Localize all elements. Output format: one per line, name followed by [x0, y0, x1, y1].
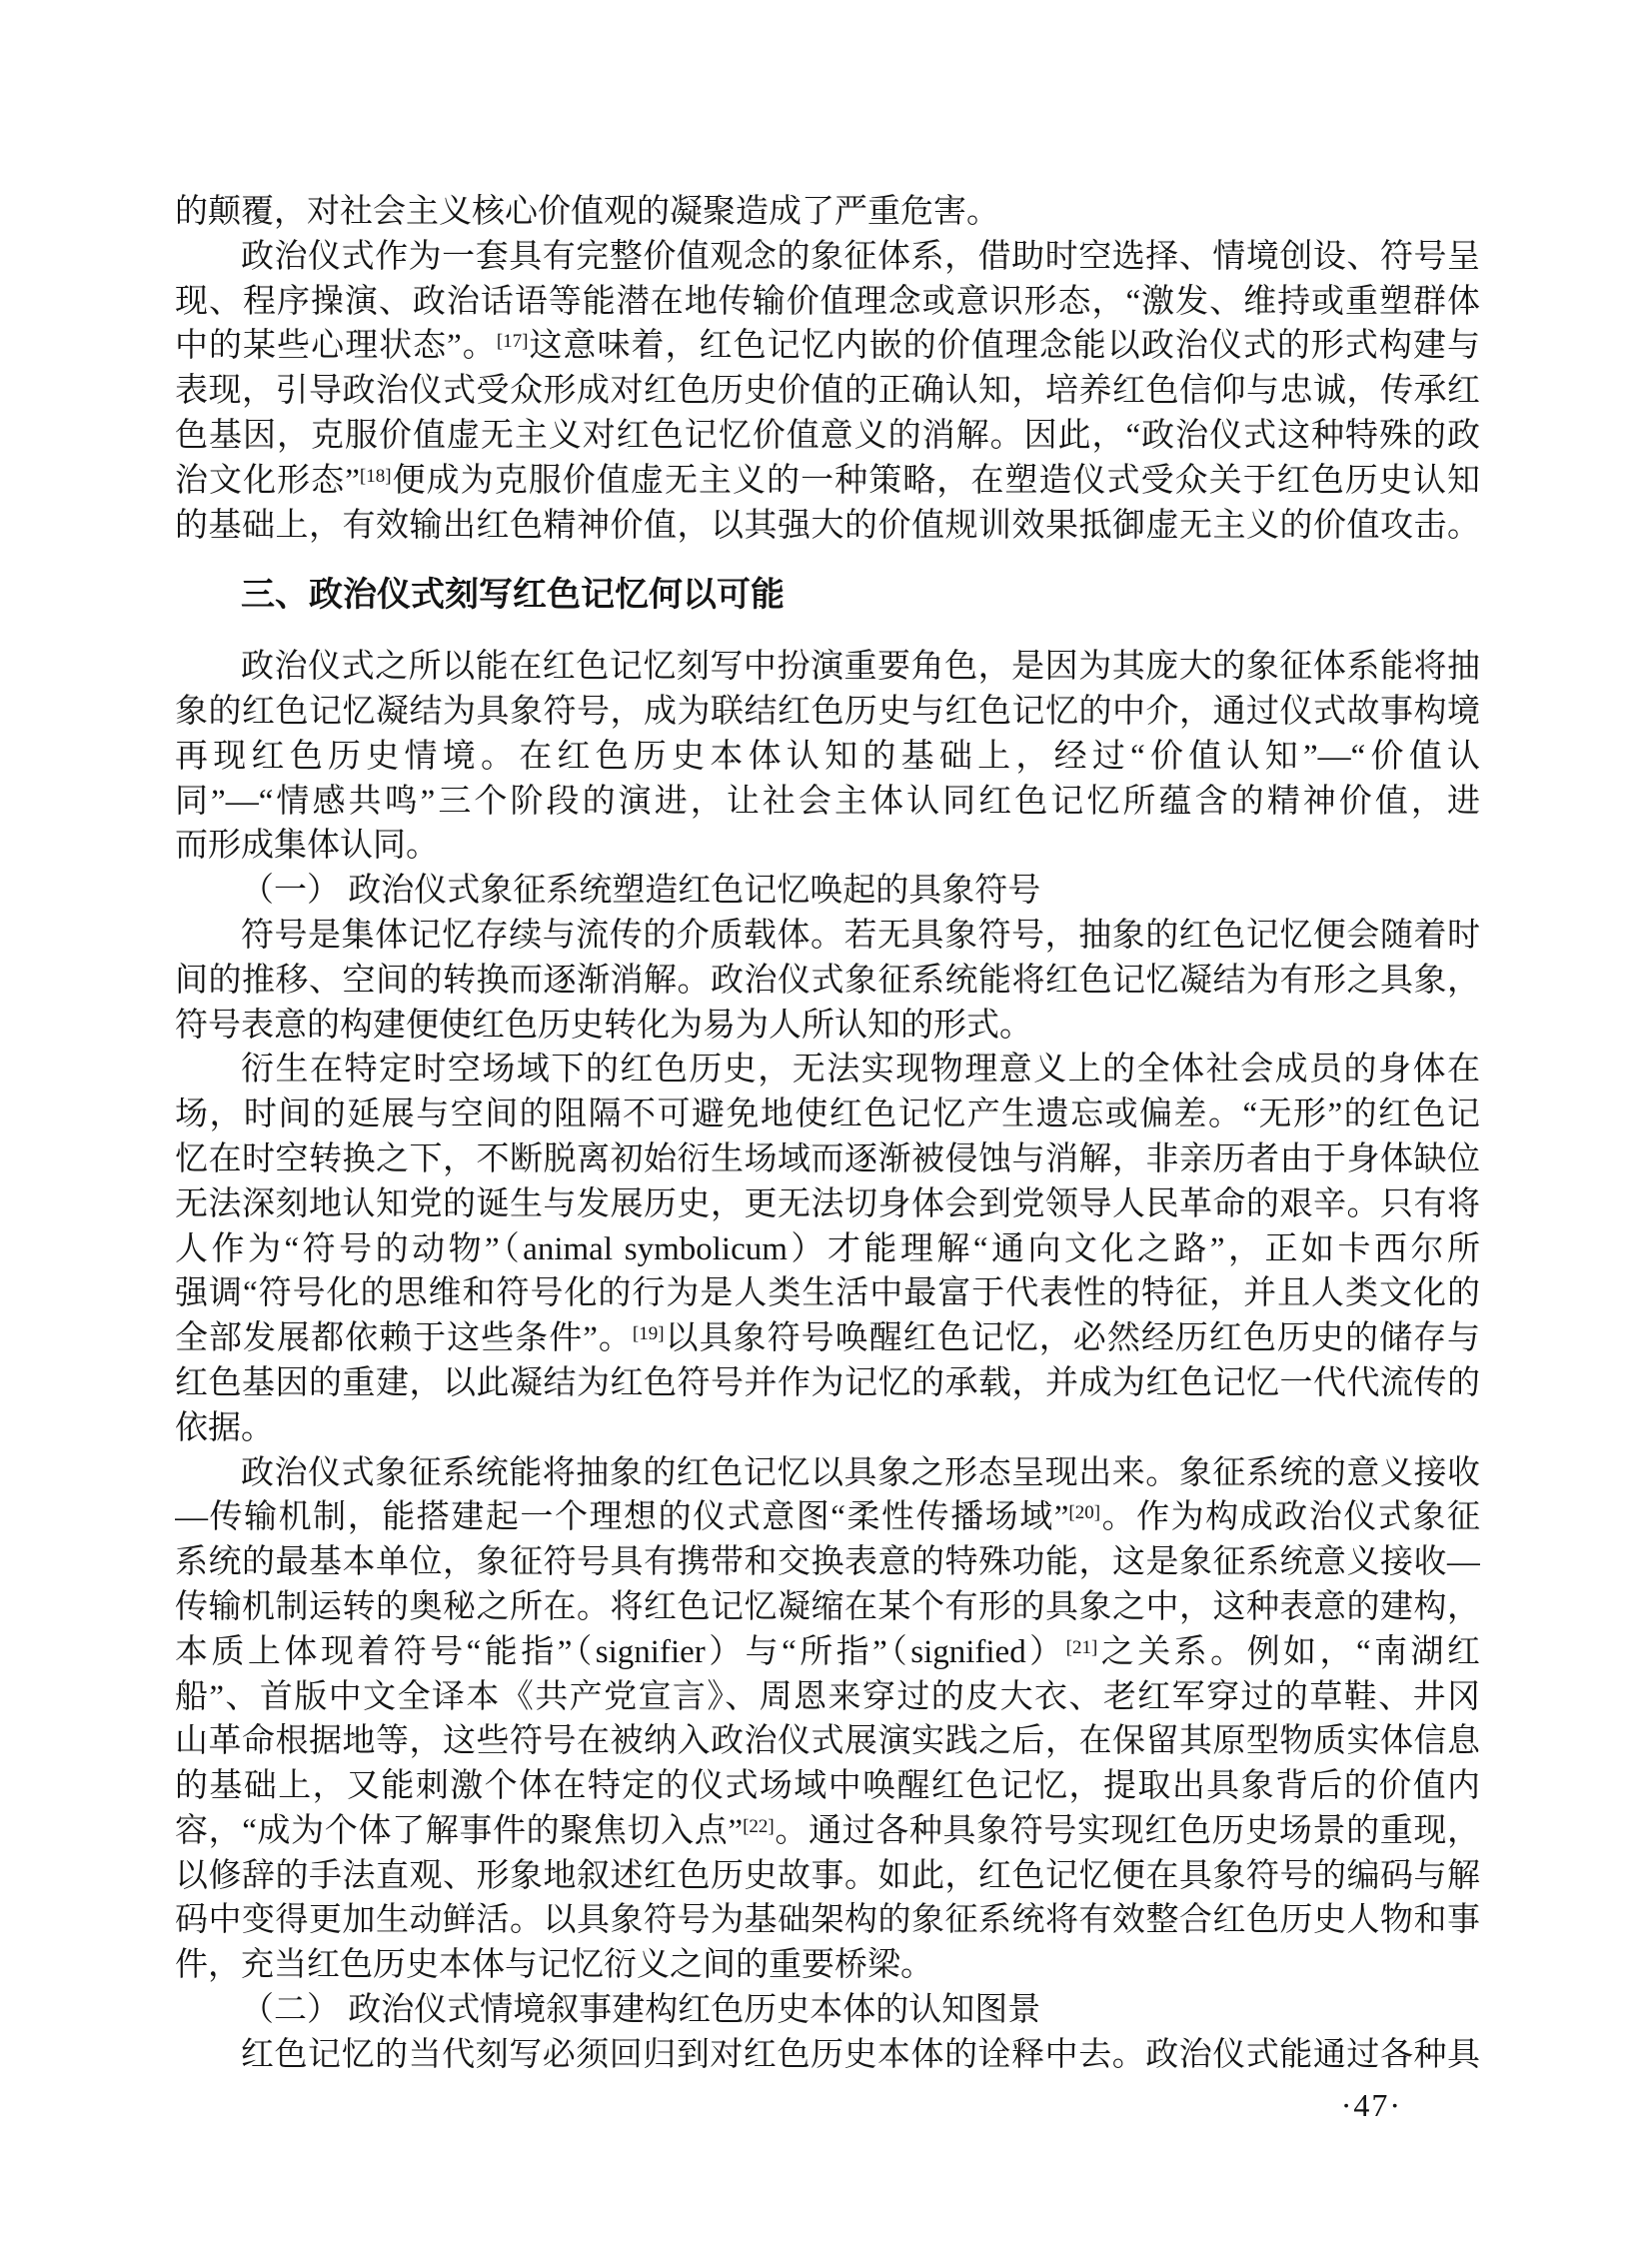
text-line: 忆在时空转换之下，不断脱离初始衍生场域而逐渐被侵蚀与消解，非亲历者由于身体缺位 — [175, 1140, 1480, 1177]
text-line: 的颠覆，对社会主义核心价值观的凝聚造成了严重危害。 — [175, 194, 999, 230]
page-number: ·47· — [1340, 2086, 1402, 2123]
reference-superscript: [19] — [632, 1323, 665, 1345]
text-segment: 。作为构成政治仪式象征 — [1100, 1499, 1480, 1536]
text-line: 再现红色历史情境。在红色历史本体认知的基础上，经过“价值认知”—“价值认 — [175, 738, 1480, 775]
text-line: 码中变得更加生动鲜活。以具象符号为基础架构的象征系统将有效整合红色历史人物和事 — [175, 1902, 1480, 1939]
text-segment: 之关系。例如，“南湖红 — [1097, 1633, 1480, 1670]
text-line: 现、程序操演、政治话语等能潜在地传输价值理念或意识形态，“激发、维持或重塑群体 — [175, 283, 1480, 320]
text-line — [175, 1495, 1480, 1540]
text-line: 红色记忆的当代刻写必须回归到对红色历史本体的诠释中去。政治仪式能通过各种具 — [241, 2036, 1480, 2073]
text-segment: 。通过各种具象符号实现红色历史场景的重现， — [774, 1812, 1480, 1849]
text-line: 符号表意的构建便使红色历史转化为易为人所认知的形式。 — [175, 1007, 1032, 1044]
page-body — [175, 190, 1480, 2078]
subsection-heading: （二） 政治仪式情境叙事建构红色历史本体的认知图景 — [241, 1992, 1041, 2029]
text-line: 象的红色记忆凝结为具象符号，成为联结红色历史与红色记忆的中介，通过仪式故事构境 — [175, 693, 1480, 730]
text-segment: 全部发展都依赖于这些条件”。 — [175, 1320, 633, 1357]
text-line — [175, 324, 1480, 369]
text-line: 山革命根据地等，这些符号在被纳入政治仪式展演实践之后，在保留其原型物质实体信息 — [175, 1723, 1480, 1760]
text-line: 同”—“情感共鸣”三个阶段的演进，让社会主体认同红色记忆所蕴含的精神价值，进 — [175, 783, 1480, 820]
text-segment: 以具象符号唤醒红色记忆，必然经历红色历史的储存与 — [664, 1320, 1480, 1357]
text-line: 政治仪式作为一套具有完整价值观念的象征体系，借助时空选择、情境创设、符号呈 — [241, 238, 1480, 275]
text-line: 的基础上，有效输出红色精神价值，以其强大的价值规训效果抵御虚无主义的价值攻击。 — [175, 507, 1480, 544]
text-segment: 治文化形态” — [175, 462, 360, 499]
text-line: 场，时间的延展与空间的阻隔不可避免地使红色记忆产生遗忘或偏差。“无形”的红色记 — [175, 1097, 1480, 1133]
reference-superscript: [21] — [1065, 1636, 1098, 1658]
subsection-heading: （一） 政治仪式象征系统塑造红色记忆唤起的具象符号 — [241, 873, 1041, 910]
text-line: 依据。 — [175, 1409, 274, 1446]
reference-superscript: [17] — [496, 331, 529, 353]
text-line: 件，充当红色历史本体与记忆衍义之间的重要桥梁。 — [175, 1947, 933, 1984]
reference-superscript: [20] — [1068, 1502, 1101, 1524]
text-line: 无法深刻地认知党的诞生与发展历史，更无法切身体会到党领导人民革命的艰辛。只有将 — [175, 1185, 1480, 1222]
page-content — [175, 190, 1480, 2127]
text-line — [175, 1316, 1480, 1361]
text-segment: —传输机制，能搭建起一个理想的仪式意图“柔性传播场域” — [175, 1499, 1069, 1536]
text-line: 强调“符号化的思维和符号化的行为是人类生活中最富于代表性的特征，并且人类文化的 — [175, 1275, 1480, 1312]
text-line: 船”、首版中文全译本《共产党宣言》、周恩来穿过的皮大衣、老红军穿过的草鞋、井冈 — [175, 1678, 1480, 1715]
text-segment: 容，“成为个体了解事件的聚焦切入点” — [175, 1812, 744, 1849]
text-line: 人作为“符号的动物”（animal symbolicum）才能理解“通向文化之路”，正如卡西尔所 — [175, 1230, 1480, 1267]
text-line: 政治仪式之所以能在红色记忆刻写中扮演重要角色，是因为其庞大的象征体系能将抽 — [241, 649, 1480, 686]
text-line: 红色基因的重建，以此凝结为红色符号并作为记忆的承载，并成为红色记忆一代代流传的 — [175, 1364, 1480, 1401]
text-line: 符号是集体记忆存续与流传的介质载体。若无具象符号，抽象的红色记忆便会随着时 — [241, 917, 1480, 954]
text-line: 传输机制运转的奥秘之所在。将红色记忆凝缩在某个有形的具象之中，这种表意的建构， — [175, 1588, 1480, 1625]
text-line — [175, 459, 1480, 504]
text-line: 表现，引导政治仪式受众形成对红色历史价值的正确认知，培养红色信仰与忠诚，传承红 — [175, 373, 1480, 410]
text-segment: 本质上体现着符号“能指”（signifier）与“所指”（signified） — [175, 1633, 1066, 1670]
text-segment: 中的某些心理状态”。 — [175, 328, 497, 365]
text-line — [175, 1630, 1480, 1675]
text-line: 间的推移、空间的转换而逐渐消解。政治仪式象征系统能将红色记忆凝结为有形之具象， — [175, 962, 1480, 999]
text-line — [175, 1809, 1480, 1854]
text-line: 衍生在特定时空场域下的红色历史，无法实现物理意义上的全体社会成员的身体在 — [241, 1052, 1480, 1089]
text-line: 的基础上，又能刺激个体在特定的仪式场域中唤醒红色记忆，提取出具象背后的价值内 — [175, 1768, 1480, 1805]
text-segment: 这意味着，红色记忆内嵌的价值理念能以政治仪式的形式构建与 — [528, 328, 1480, 365]
text-segment: 便成为克服价值虚无主义的一种策略，在塑造仪式受众关于红色历史认知 — [391, 462, 1480, 499]
text-line: 而形成集体认同。 — [175, 828, 439, 865]
reference-superscript: [22] — [743, 1815, 775, 1837]
reference-superscript: [18] — [359, 465, 392, 487]
section-heading: 三、政治仪式刻写红色记忆何以可能 — [241, 576, 785, 615]
text-line: 色基因，克服价值虚无主义对红色记忆价值意义的消解。因此，“政治仪式这种特殊的政 — [175, 417, 1480, 454]
text-line: 系统的最基本单位，象征符号具有携带和交换表意的特殊功能，这是象征系统意义接收— — [175, 1544, 1480, 1581]
text-line: 政治仪式象征系统能将抽象的红色记忆以具象之形态呈现出来。象征系统的意义接收 — [241, 1454, 1480, 1491]
text-line: 以修辞的手法直观、形象地叙述红色历史故事。如此，红色记忆便在具象符号的编码与解 — [175, 1857, 1480, 1894]
